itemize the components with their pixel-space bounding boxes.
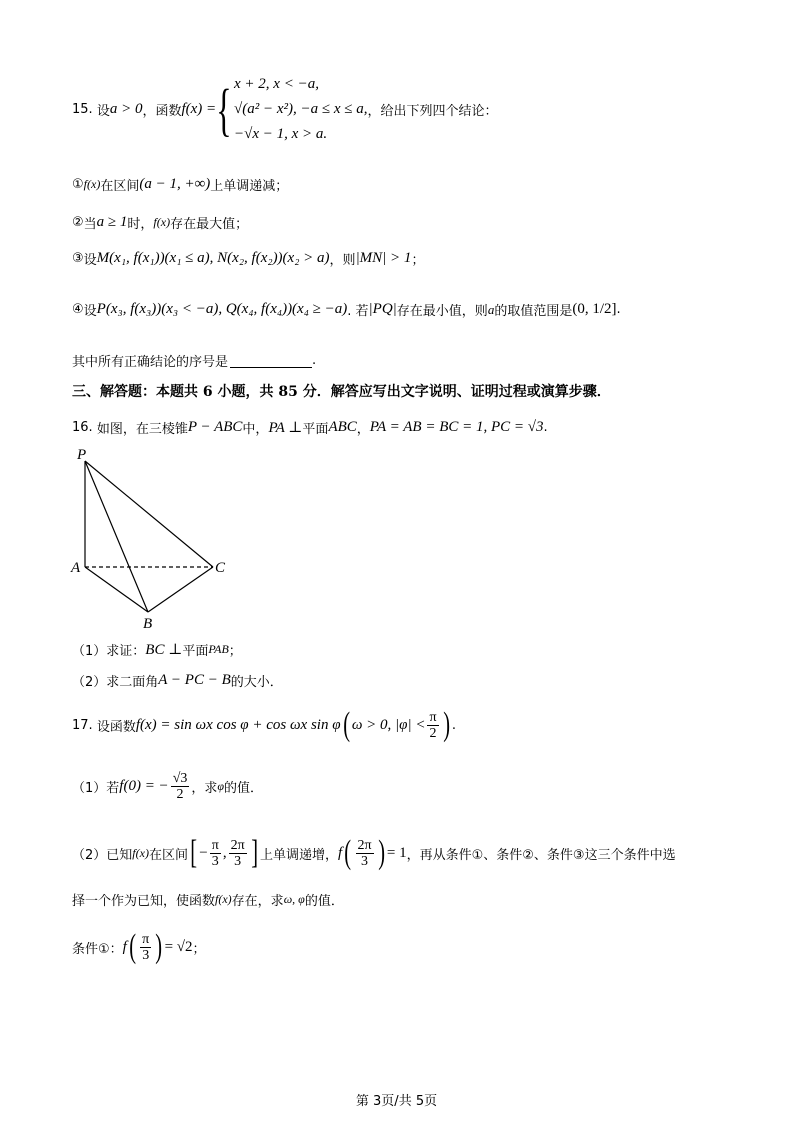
- paren: ): [155, 928, 163, 965]
- text: ；: [411, 253, 425, 268]
- pyramid-figure: [60, 440, 260, 640]
- text: 如图，在三棱锥: [96, 422, 188, 437]
- case-3: −√x − 1, x > a.: [234, 126, 328, 142]
- math: f(x): [132, 845, 149, 860]
- q17-part-2: （2）已知 f(x) 在区间 [ − $\frac{\pi}{3}$ , $\frac{2\pi}{3}$ ] 上单调递增， f ( $\frac{2\pi}{3}$ ) = 1 ，再从条件①、条件②、条件③这三个条件中选: [72, 834, 676, 871]
- q17-part-1: [72, 771, 263, 802]
- statement-mark: ④: [72, 302, 84, 317]
- q16-stem: [72, 418, 548, 437]
- math: PAB: [208, 642, 229, 656]
- range-math: (0, 1/2]: [572, 301, 617, 317]
- paren: (: [344, 834, 352, 871]
- denominator: 3: [142, 947, 150, 963]
- fraction: [210, 838, 221, 869]
- left-brace: {: [216, 76, 232, 142]
- math: M(x₁, f(x₁))(x₁ ≤ a), N(x₂, f(x₂))(x₂ > a): [96, 250, 330, 266]
- text: 设: [83, 304, 97, 319]
- numerator: √3: [172, 771, 188, 786]
- answer-line: [72, 351, 316, 370]
- math: = 1: [386, 844, 407, 861]
- text: 时，: [127, 217, 154, 232]
- text: 存在最小值，则: [396, 304, 488, 319]
- text: （1）若: [72, 781, 120, 796]
- text: （1）求证：: [72, 644, 146, 659]
- text: 设: [83, 253, 97, 268]
- page-footer: 第 3页/共 5页: [355, 1094, 438, 1109]
- statement-3: [72, 249, 424, 268]
- q15-text: ，给出下列四个结论：: [367, 104, 498, 119]
- numerator: π: [211, 837, 219, 853]
- math: = √2: [164, 938, 193, 955]
- math: ABC: [328, 419, 357, 435]
- statement-4: [72, 300, 621, 319]
- math: φ: [217, 779, 225, 793]
- q16-part-1: [72, 640, 242, 659]
- q16-number: 16.: [72, 420, 93, 435]
- text: 的值．: [224, 781, 264, 796]
- label-C: C: [215, 560, 226, 576]
- fraction: [171, 771, 190, 802]
- condition-1: [72, 930, 206, 964]
- text: ，再从条件①、条件②、条件③这三个条件中选: [406, 847, 676, 863]
- text: 的大小．: [230, 675, 283, 690]
- text: 的取值范围是: [494, 304, 573, 319]
- text: 当: [83, 217, 97, 232]
- text: 上单调递减；: [210, 179, 289, 194]
- math: PA = AB = BC = 1, PC = √3: [369, 419, 544, 435]
- paren: (: [129, 928, 136, 965]
- q16-part-2: [72, 671, 283, 690]
- q17-stem: [72, 708, 456, 742]
- math: f(x) = sin ωx cos φ + cos ωx sin φ: [135, 716, 341, 733]
- math: a: [487, 301, 495, 317]
- math: P(x₃, f(x₃))(x₃ < −a), Q(x₄, f(x₄))(x₄ ≥ −a): [96, 301, 348, 317]
- text: 设函数: [96, 719, 136, 735]
- q17-number: 17.: [72, 717, 93, 733]
- text: .: [312, 353, 317, 368]
- paren: ): [377, 834, 385, 871]
- text: 在区间: [148, 847, 188, 863]
- text: .: [543, 420, 548, 435]
- answer-blank[interactable]: [230, 353, 312, 368]
- math: ω > 0, |φ| <: [351, 716, 426, 733]
- text: 条件①：: [72, 941, 123, 957]
- denominator: 3: [234, 853, 242, 869]
- statement-mark: ②: [72, 215, 84, 230]
- text: 存在最大值；: [170, 217, 249, 232]
- text: 在区间: [100, 179, 140, 194]
- text: ；: [192, 941, 206, 957]
- math: f: [338, 844, 343, 861]
- q15-function: f(x) =: [181, 101, 217, 117]
- text: ，求: [191, 781, 218, 796]
- fraction: [427, 710, 438, 741]
- statement-1: [72, 175, 288, 194]
- math: (a − 1, +∞): [139, 176, 211, 192]
- case-1: x + 2, x < −a,: [234, 76, 319, 92]
- statement-mark: ①: [72, 177, 84, 192]
- math: a ≥ 1: [96, 214, 128, 230]
- math: f(x): [153, 215, 171, 229]
- math: f(x): [83, 177, 101, 191]
- paren: (: [342, 706, 350, 743]
- text: 的值．: [304, 894, 344, 909]
- q15-stem: [72, 72, 498, 147]
- text: 平面: [182, 644, 209, 659]
- math: f(0) = −: [119, 778, 169, 794]
- fraction: [140, 932, 151, 963]
- numerator: 2π: [357, 837, 372, 853]
- case-2: √(a² − x²), −a ≤ x ≤ a,: [234, 101, 368, 117]
- q15-text: ，函数: [142, 104, 182, 119]
- text: ，: [356, 422, 370, 437]
- statement-mark: ③: [72, 251, 84, 266]
- label-B: B: [143, 616, 153, 632]
- fraction: [356, 838, 374, 869]
- q17-part-2-line-2: [72, 890, 344, 909]
- math: ω, φ: [283, 892, 305, 906]
- text: 中，: [242, 422, 269, 437]
- piecewise-cases: [234, 72, 368, 147]
- text: （2）已知: [72, 847, 133, 863]
- bracket: ]: [250, 834, 258, 871]
- numerator: π: [429, 709, 437, 725]
- numerator: π: [142, 931, 150, 947]
- label-P: P: [77, 447, 87, 463]
- label-A: A: [71, 560, 81, 576]
- statement-2: [72, 213, 248, 232]
- bracket: [: [190, 834, 198, 871]
- numerator: 2π: [230, 837, 245, 853]
- math: f: [122, 938, 127, 955]
- q15-text: 设: [96, 104, 110, 119]
- section-title: 三、解答题：本题共 6 小题，共 85 分．解答应写出文字说明、证明过程或演算步骤．: [72, 384, 611, 400]
- math: f(x): [215, 892, 232, 906]
- text: 择一个作为已知，使函数: [72, 894, 216, 909]
- edge-PC: [85, 461, 213, 567]
- text: .: [451, 717, 457, 733]
- text: ，则: [329, 253, 356, 268]
- edge-BC: [148, 567, 213, 612]
- text: ；: [228, 644, 242, 659]
- text: 存在，求: [231, 894, 284, 909]
- math: PA ⊥: [268, 420, 303, 436]
- denominator: 2: [429, 725, 437, 741]
- math: P − ABC: [187, 419, 243, 435]
- denominator: 2: [176, 787, 184, 802]
- text: .: [616, 302, 621, 317]
- math: |PQ|: [368, 301, 397, 317]
- q15-number: 15.: [72, 102, 93, 117]
- denominator: 3: [211, 853, 219, 869]
- text: （2）求二面角: [72, 675, 159, 690]
- math: |MN| > 1: [355, 250, 412, 266]
- answer-prompt: 其中所有正确结论的序号是: [72, 355, 229, 370]
- paren: ): [442, 706, 450, 743]
- math: A − PC − B: [158, 672, 231, 688]
- fraction: [229, 838, 247, 869]
- text: 平面: [302, 422, 329, 437]
- text: . 若: [347, 304, 369, 319]
- math: BC ⊥: [145, 642, 183, 658]
- denominator: 3: [361, 853, 369, 869]
- text: 上单调递增，: [259, 847, 338, 863]
- q15-condition: a > 0: [109, 101, 143, 117]
